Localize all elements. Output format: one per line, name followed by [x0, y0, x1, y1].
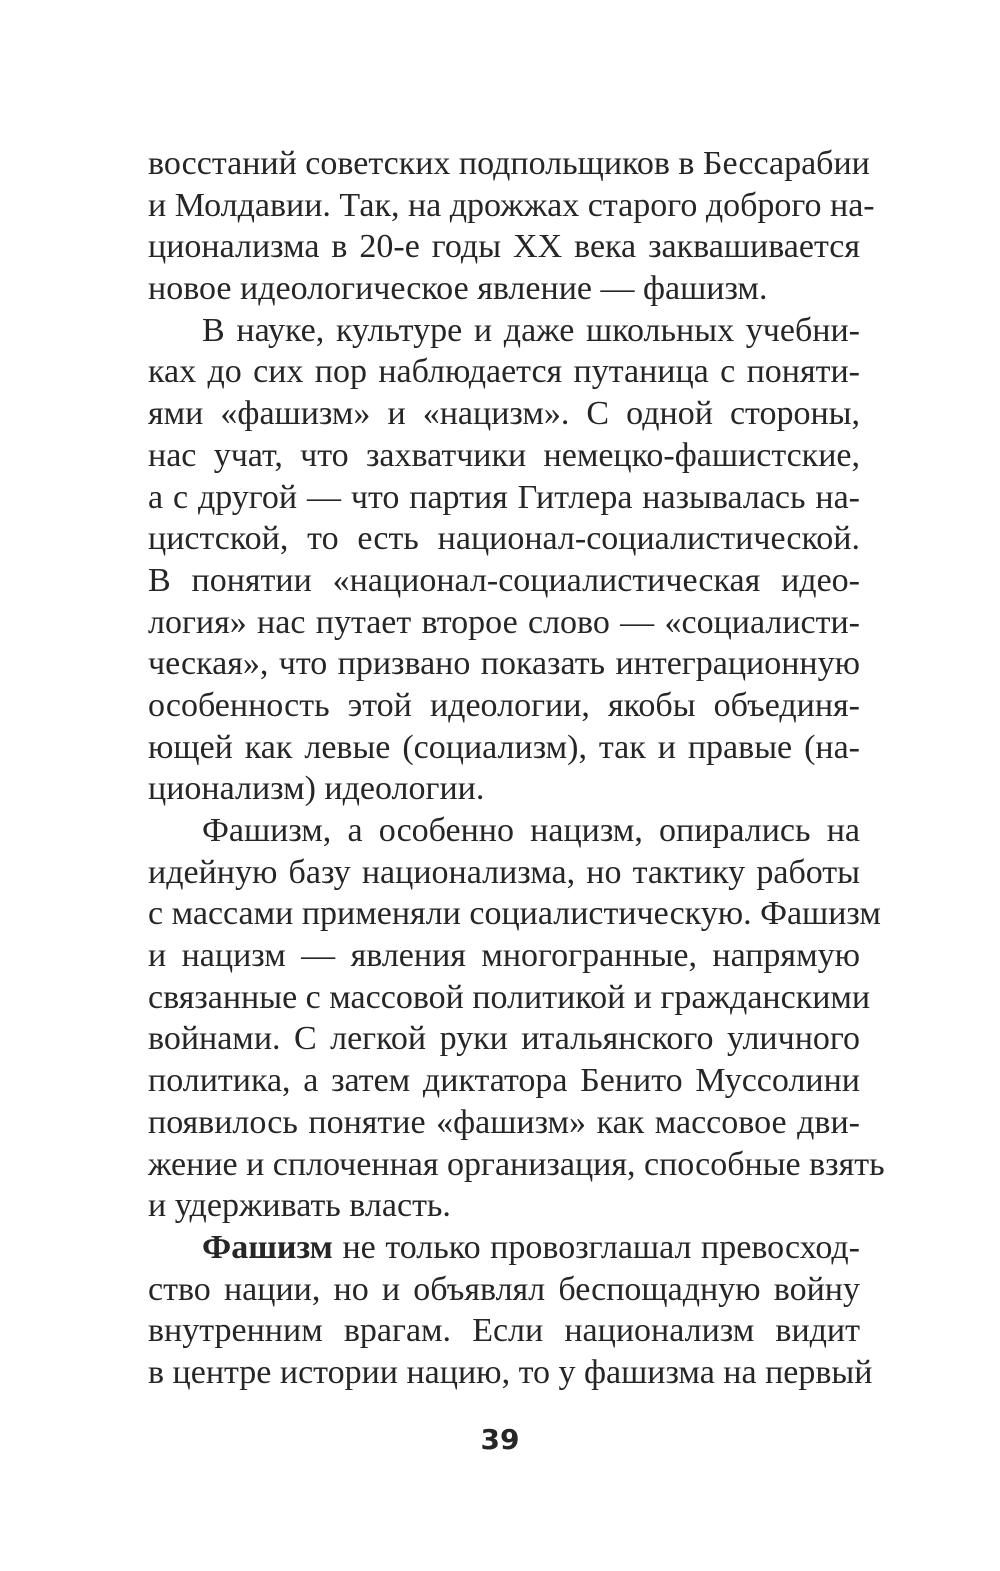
- text-line: восстаний советских подпольщиков в Бессарабии: [148, 145, 870, 182]
- text-line: жение и сплоченная организация, способные взять: [148, 1145, 885, 1183]
- text-line: внутренним врагам. Если национализм видит: [148, 1312, 860, 1350]
- text-line: ционализм) идеологии.: [148, 770, 485, 808]
- text-line: и Молдавии. Так, на дрожжах старого доброго на-: [148, 186, 875, 224]
- text-line: особенность этой идеологии, якобы объединя-: [148, 686, 860, 724]
- text-line: ство нации, но и объявлял беспощадную войну: [148, 1270, 860, 1308]
- text-line: ями «фашизм» и «нацизм». С одной стороны,: [148, 395, 860, 433]
- text-line: цистской, то есть национал-социалистической.: [148, 520, 860, 558]
- text-line: и удерживать власть.: [148, 1187, 451, 1225]
- text-line: а с другой — что партия Гитлера называлась на-: [148, 478, 860, 516]
- text-line: в центре истории нацию, то у фашизма на первый: [148, 1353, 873, 1391]
- text-line: идейную базу национализма, но тактику работы: [148, 853, 860, 891]
- text-line: логия» нас путает второе слово — «социалисти-: [148, 603, 860, 641]
- text-line: и нацизм — явления многогранные, напрямую: [148, 937, 860, 975]
- text-span: не только провозглашал превосход-: [332, 1228, 860, 1266]
- text-line: ках до сих пор наблюдается путаница с поняти-: [148, 353, 860, 391]
- text-line: Фашизм, а особенно нацизм, опирались на: [202, 812, 860, 849]
- text-line: В понятии «национал-социалистическая идео-: [148, 561, 860, 599]
- text-line: [148, 1227, 860, 1269]
- text-line: политика, а затем диктатора Бенито Муссолини: [148, 1062, 860, 1100]
- text-line: В науке, культуре и даже школьных учебни-: [202, 311, 860, 349]
- page-number: 39: [480, 1423, 520, 1456]
- text-line: ческая», что призвано показать интеграционную: [148, 645, 860, 683]
- text-line: с массами применяли социалистическую. Фашизм: [148, 895, 881, 933]
- text-line: связанные с массовой политикой и гражданскими: [148, 978, 871, 1016]
- text-line: ющей как левые (социализм), так и правые (на-: [148, 728, 860, 766]
- bold-term: Фашизм: [202, 1228, 333, 1266]
- text-line: войнами. С легкой руки итальянского уличного: [148, 1020, 860, 1058]
- text-line: нас учат, что захватчики немецко-фашистские,: [148, 436, 860, 474]
- text-line: ционализма в 20-е годы XX века заквашивается: [148, 228, 860, 266]
- text-line: появилось понятие «фашизм» как массовое дви-: [148, 1103, 860, 1141]
- text-line: новое идеологическое явление — фашизм.: [148, 270, 768, 308]
- body-text: [148, 143, 885, 1394]
